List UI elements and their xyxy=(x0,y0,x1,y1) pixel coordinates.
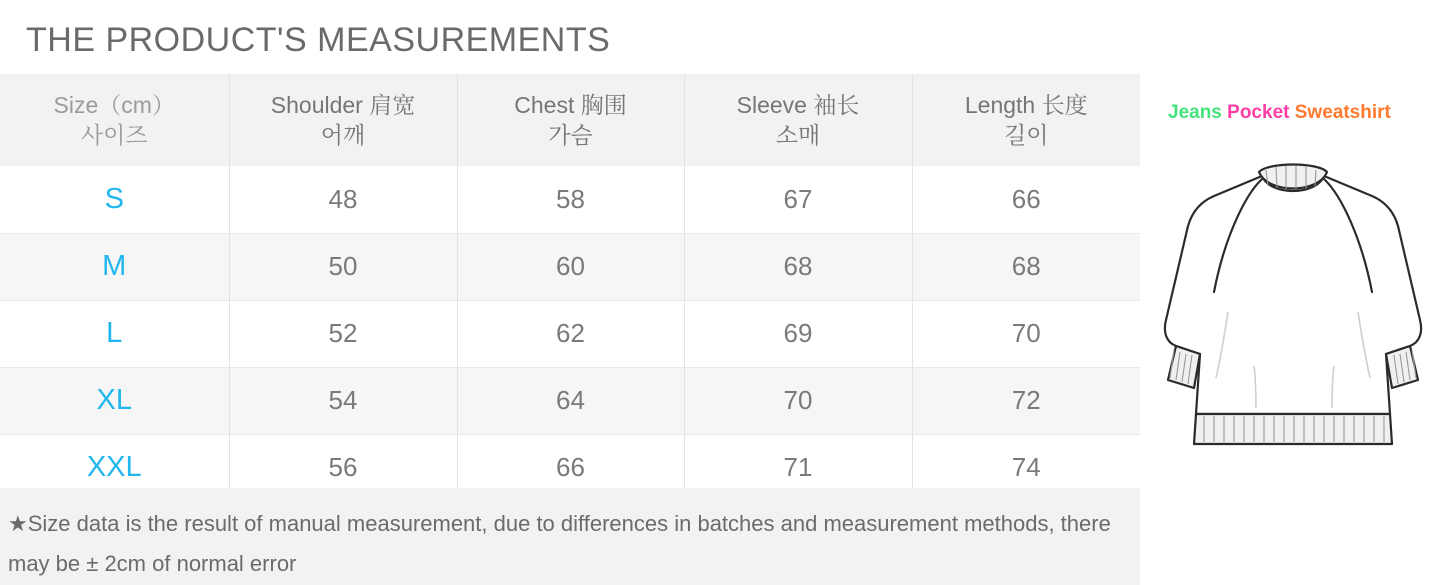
cell-size: L xyxy=(0,300,229,367)
column-header-chest-line2: 가슴 xyxy=(548,122,593,148)
product-name-word-3: Sweatshirt xyxy=(1294,102,1391,123)
cell-shoulder: 52 xyxy=(229,300,457,367)
cell-sleeve: 68 xyxy=(684,233,912,300)
column-header-size-line2: 사이즈 xyxy=(80,122,148,148)
column-header-chest-line1: Chest 胸围 xyxy=(514,92,627,118)
page-title: THE PRODUCT'S MEASUREMENTS xyxy=(26,21,611,59)
cell-length: 72 xyxy=(912,367,1140,434)
table-row xyxy=(0,233,1140,300)
cell-sleeve: 69 xyxy=(684,300,912,367)
column-header-shoulder xyxy=(229,74,457,166)
product-name xyxy=(1168,102,1391,124)
cell-sleeve: 70 xyxy=(684,367,912,434)
column-header-size-line1: Size（cm） xyxy=(53,92,175,118)
cell-chest: 60 xyxy=(457,233,684,300)
measurements-table xyxy=(0,74,1140,501)
table-row xyxy=(0,300,1140,367)
column-header-chest xyxy=(457,74,684,166)
cell-size: S xyxy=(0,166,229,233)
cell-size: XXL xyxy=(0,434,229,501)
cell-length: 70 xyxy=(912,300,1140,367)
product-name-word-2: Pocket xyxy=(1227,102,1290,123)
column-header-length xyxy=(912,74,1140,166)
column-header-shoulder-line1: Shoulder 肩宽 xyxy=(270,92,416,118)
cell-shoulder: 56 xyxy=(229,434,457,501)
sweatshirt-icon xyxy=(1158,152,1428,462)
cell-chest: 64 xyxy=(457,367,684,434)
column-header-sleeve xyxy=(684,74,912,166)
cell-shoulder: 50 xyxy=(229,233,457,300)
table-header-row xyxy=(0,74,1140,166)
table-row xyxy=(0,367,1140,434)
column-header-sleeve-line2: 소매 xyxy=(775,122,821,148)
column-header-shoulder-line2: 어깨 xyxy=(320,122,366,148)
cell-shoulder: 48 xyxy=(229,166,457,233)
table-body xyxy=(0,166,1140,501)
cell-sleeve: 71 xyxy=(684,434,912,501)
cell-chest: 62 xyxy=(457,300,684,367)
column-header-size xyxy=(0,74,229,166)
table-header xyxy=(0,74,1140,166)
cell-chest: 58 xyxy=(457,166,684,233)
column-header-length-line2: 길이 xyxy=(1004,122,1049,148)
measurement-note: ★Size data is the result of manual measurement, due to differences in batches and measurement methods, there may be ± 2cm of normal error xyxy=(0,488,1140,585)
column-header-length-line1: Length 长度 xyxy=(964,92,1088,118)
measurements-table-container xyxy=(0,74,1140,501)
cell-length: 66 xyxy=(912,166,1140,233)
cell-sleeve: 67 xyxy=(684,166,912,233)
cell-size: M xyxy=(0,233,229,300)
sweatshirt-illustration xyxy=(1158,152,1428,462)
table-row xyxy=(0,166,1140,233)
column-header-sleeve-line1: Sleeve 袖长 xyxy=(736,92,860,118)
cell-chest: 66 xyxy=(457,434,684,501)
product-name-word-1: Jeans xyxy=(1168,102,1222,123)
cell-size: XL xyxy=(0,367,229,434)
cell-shoulder: 54 xyxy=(229,367,457,434)
cell-length: 68 xyxy=(912,233,1140,300)
product-panel xyxy=(1140,74,1445,585)
cell-length: 74 xyxy=(1011,452,1041,483)
